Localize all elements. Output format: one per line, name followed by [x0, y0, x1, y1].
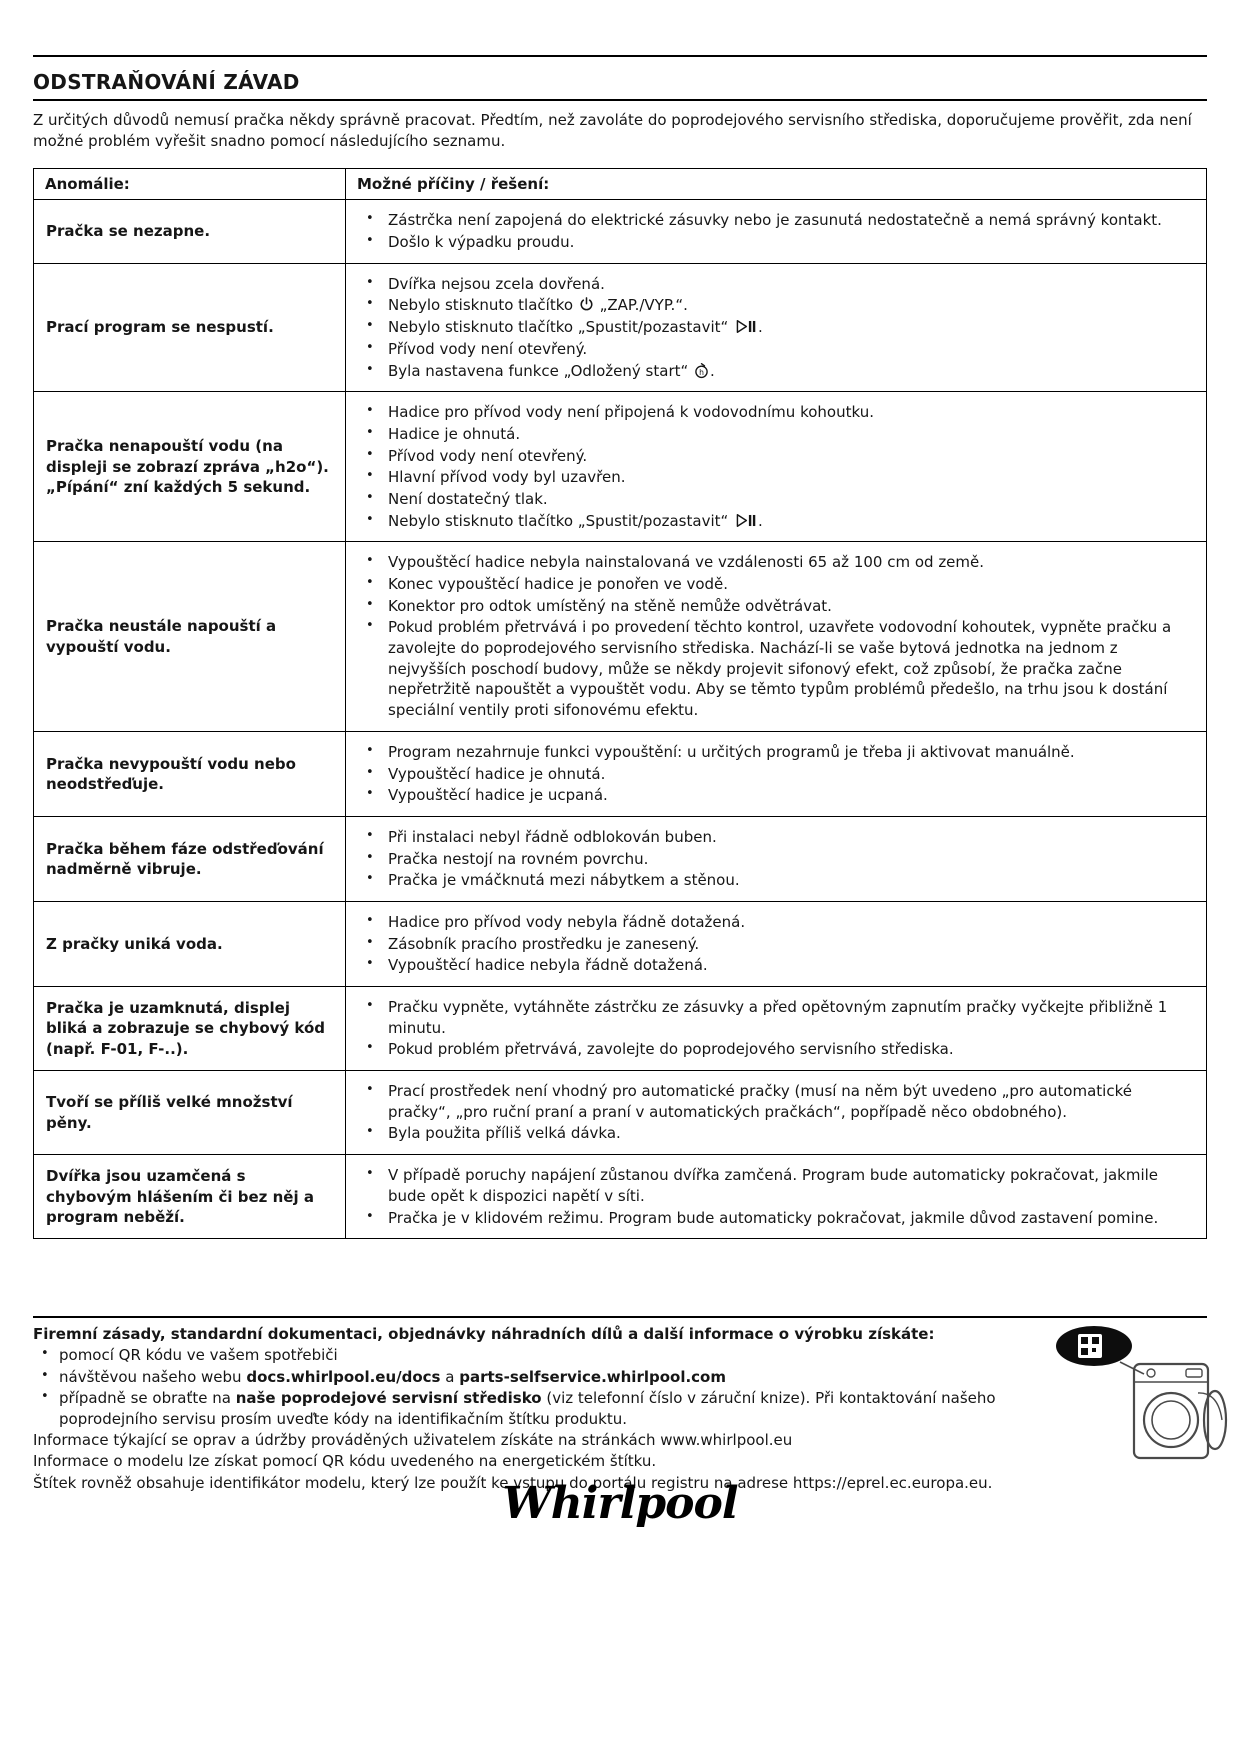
intro-paragraph: Z určitých důvodů nemusí pračka někdy správně pracovat. Předtím, než zavoláte do poprodejového servisního střediska, doporučujeme prověřit, zda není možné problém vyřešit snadno pomocí následujícího seznamu.: [33, 111, 1192, 150]
washer-drawing: [1120, 1362, 1226, 1458]
footer-bullet-item: • případně se obraťte na naše poprodejové servisní středisko (viz telefonní číslo v záruční knize). Při kontaktování našeho poprodejního servisu prosím uveďte kódy na identifikačním štítku produktu.: [33, 1388, 1073, 1429]
causes-cell: [346, 731, 1207, 816]
cause-item: • Byla použita příliš velká dávka.: [356, 1123, 1192, 1144]
svg-text:h: h: [699, 367, 704, 377]
causes-cell: [346, 1071, 1207, 1155]
cause-item: • Program nezahrnuje funkci vypouštění: u určitých programů je třeba ji aktivovat manuálně.: [356, 742, 1192, 763]
anomaly-cell: Pračka je uzamknutá, displej bliká a zobrazuje se chybový kód (např. F-01, F-..).: [34, 987, 346, 1071]
causes-cell: [346, 1155, 1207, 1239]
cause-item: • Pokud problém přetrvává, zavolejte do poprodejového servisního střediska.: [356, 1039, 1192, 1060]
cause-item: • Pokud problém přetrvává i po provedení těchto kontrol, uzavřete vodovodní kohoutek, vypněte pračku a zavolejte do poprodejového servisního střediska. Nachází-li se vaše bytová jednotka na jednom z nejvyšších poschodí budovy, může se někdy projevit sifonový efekt, což způsobí, že pračka začne nepřetržitě napouštět a vypouštět vodu. Aby se těmto typům problémů předešlo, na trhu jsou k dostání speciální ventily proti sifonovému efektu.: [356, 617, 1192, 720]
anomaly-cell: Pračka nenapouští vodu (na displeji se zobrazí zpráva „h2o“). „Pípání“ zní každých 5 sekund.: [34, 392, 346, 542]
cause-item: • Pračka nestojí na rovném povrchu.: [356, 849, 1192, 870]
table-row: [34, 731, 1207, 816]
cause-item: • Vypouštěcí hadice je ucpaná.: [356, 785, 1192, 806]
cause-item: • Pračka je v klidovém režimu. Program bude automaticky pokračovat, jakmile důvod zastavení pomine.: [356, 1208, 1192, 1229]
causes-cell: [346, 392, 1207, 542]
causes-cell: [346, 816, 1207, 901]
footer-line: Informace týkající se oprav a údržby prováděných uživatelem získáte na stránkách www.whirlpool.eu: [33, 1430, 793, 1449]
causes-cell: [346, 200, 1207, 263]
cause-item: • Konektor pro odtok umístěný na stěně nemůže odvětrávat.: [356, 596, 1192, 617]
cause-item: • Dvířka nejsou zcela dovřená.: [356, 274, 1192, 295]
anomaly-cell: Prací program se nespustí.: [34, 263, 346, 391]
cause-item: • Vypouštěcí hadice je ohnutá.: [356, 764, 1192, 785]
footer-bullet-item: • návštěvou našeho webu docs.whirlpool.eu/docs a parts-selfservice.whirlpool.com: [33, 1367, 1073, 1387]
footer-heading: Firemní zásady, standardní dokumentaci, objednávky náhradních dílů a další informace o výrobku získáte:: [33, 1325, 935, 1343]
cause-item: • Není dostatečný tlak.: [356, 489, 1192, 510]
anomaly-cell: Z pračky uniká voda.: [34, 901, 346, 986]
troubleshooting-table: [33, 168, 1207, 1239]
cause-item: • Nebylo stisknuto tlačítko „Spustit/pozastavit“ .: [356, 511, 1192, 532]
table-row: [34, 987, 1207, 1071]
table-row: [34, 200, 1207, 263]
cause-item: • Nebylo stisknuto tlačítko „Spustit/pozastavit“ .: [356, 317, 1192, 338]
cause-item: • Vypouštěcí hadice nebyla nainstalovaná ve vzdálenosti 65 až 100 cm od země.: [356, 552, 1192, 573]
table-row: [34, 542, 1207, 732]
table-row: [34, 816, 1207, 901]
cause-item: • Zásobník pracího prostředku je zanesený.: [356, 934, 1192, 955]
cause-item: • Byla nastavena funkce „Odložený start“ h .: [356, 361, 1192, 382]
causes-list: [356, 912, 1192, 976]
causes-list: [356, 1165, 1192, 1228]
causes-cell: [346, 263, 1207, 391]
causes-list: [356, 552, 1192, 721]
cause-item: • Hadice pro přívod vody nebyla řádně dotažená.: [356, 912, 1192, 933]
cause-item: • Pračku vypněte, vytáhněte zástrčku ze zásuvky a před opětovným zapnutím pračky vyčkejte přibližně 1 minutu.: [356, 997, 1192, 1038]
cause-item: • Hadice pro přívod vody není připojená k vodovodnímu kohoutku.: [356, 402, 1192, 423]
cause-item: • Přívod vody není otevřený.: [356, 339, 1192, 360]
footer-line: Štítek rovněž obsahuje identifikátor modelu, který lze použít ke vstupu do portálu registru na adrese https://eprel.ec.europa.eu.: [33, 1473, 993, 1492]
cause-item: • Vypouštěcí hadice nebyla řádně dotažená.: [356, 955, 1192, 976]
qr-code-callout: [1056, 1326, 1132, 1366]
footer-line: Informace o modelu lze získat pomocí QR kódu uvedeného na energetickém štítku.: [33, 1452, 657, 1471]
footer-bullet-list: [33, 1345, 1073, 1429]
cause-item: • Pračka je vmáčknutá mezi nábytkem a stěnou.: [356, 870, 1192, 891]
table-row: [34, 1155, 1207, 1239]
cause-item: • Při instalaci nebyl řádně odblokován buben.: [356, 827, 1192, 848]
cause-item: • Konec vypouštěcí hadice je ponořen ve vodě.: [356, 574, 1192, 595]
causes-list: [356, 1081, 1192, 1144]
brand-logo-area: [0, 1478, 1240, 1529]
power-icon: [578, 296, 595, 313]
causes-list: [356, 997, 1192, 1060]
cause-item: • Hadice je ohnutá.: [356, 424, 1192, 445]
anomaly-cell: Pračka nevypouští vodu nebo neodstřeďuje.: [34, 731, 346, 816]
anomaly-cell: Dvířka jsou uzamčená s chybovým hlášením či bez něj a program neběží.: [34, 1155, 346, 1239]
table-row: [34, 263, 1207, 391]
page-title: ODSTRAŇOVÁNÍ ZÁVAD: [33, 70, 300, 94]
anomaly-cell: Pračka se nezapne.: [34, 200, 346, 263]
anomaly-cell: Pračka neustále napouští a vypouští vodu.: [34, 542, 346, 732]
causes-list: [356, 402, 1192, 531]
top-rule: [33, 55, 1207, 57]
footer-info-block: [33, 1316, 1207, 1494]
table-header-row: [34, 169, 1207, 200]
anomaly-cell: Tvoří se příliš velké množství pěny.: [34, 1071, 346, 1155]
table-row: [34, 392, 1207, 542]
cause-item: • Prací prostředek není vhodný pro automatické pračky (musí na něm být uvedeno „pro automatické pračky“, „pro ruční praní a praní v automatických pračkách“, popřípadě něco obdobného).: [356, 1081, 1192, 1122]
causes-cell: [346, 901, 1207, 986]
whirlpool-logo: Whirlpool: [502, 1478, 738, 1529]
causes-cell: [346, 987, 1207, 1071]
cause-item: • Přívod vody není otevřený.: [356, 446, 1192, 467]
cause-item: • Došlo k výpadku proudu.: [356, 232, 1192, 253]
title-rule: [33, 99, 1207, 101]
table-row: [34, 1071, 1207, 1155]
cause-item: • V případě poruchy napájení zůstanou dvířka zamčená. Program bude automaticky pokračovat, jakmile bude opět k dispozici napětí v síti.: [356, 1165, 1192, 1206]
footer-bullet-item: • pomocí QR kódu ve vašem spotřebiči: [33, 1345, 1073, 1365]
causes-list: [356, 274, 1192, 381]
anomaly-cell: Pračka během fáze odstřeďování nadměrně vibruje.: [34, 816, 346, 901]
start-pause-icon: [733, 318, 758, 335]
start-pause-icon: [733, 512, 758, 529]
washing-machine-illustration: [1052, 1322, 1232, 1466]
troubleshooting-table-body: [34, 200, 1207, 1239]
cause-item: • Nebylo stisknuto tlačítko „ZAP./VYP.“.: [356, 295, 1192, 316]
cause-item: • Hlavní přívod vody byl uzavřen.: [356, 467, 1192, 488]
causes-list: [356, 210, 1192, 252]
table-row: [34, 901, 1207, 986]
causes-cell: [346, 542, 1207, 732]
column-header-anomaly: Anomálie:: [34, 169, 346, 200]
causes-list: [356, 742, 1192, 806]
column-header-causes: Možné příčiny / řešení:: [346, 169, 1207, 200]
causes-list: [356, 827, 1192, 891]
footer-rule: [33, 1316, 1207, 1318]
cause-item: • Zástrčka není zapojená do elektrické zásuvky nebo je zasunutá nedostatečně a nemá správný kontakt.: [356, 210, 1192, 231]
delayed-start-icon: [693, 362, 710, 379]
